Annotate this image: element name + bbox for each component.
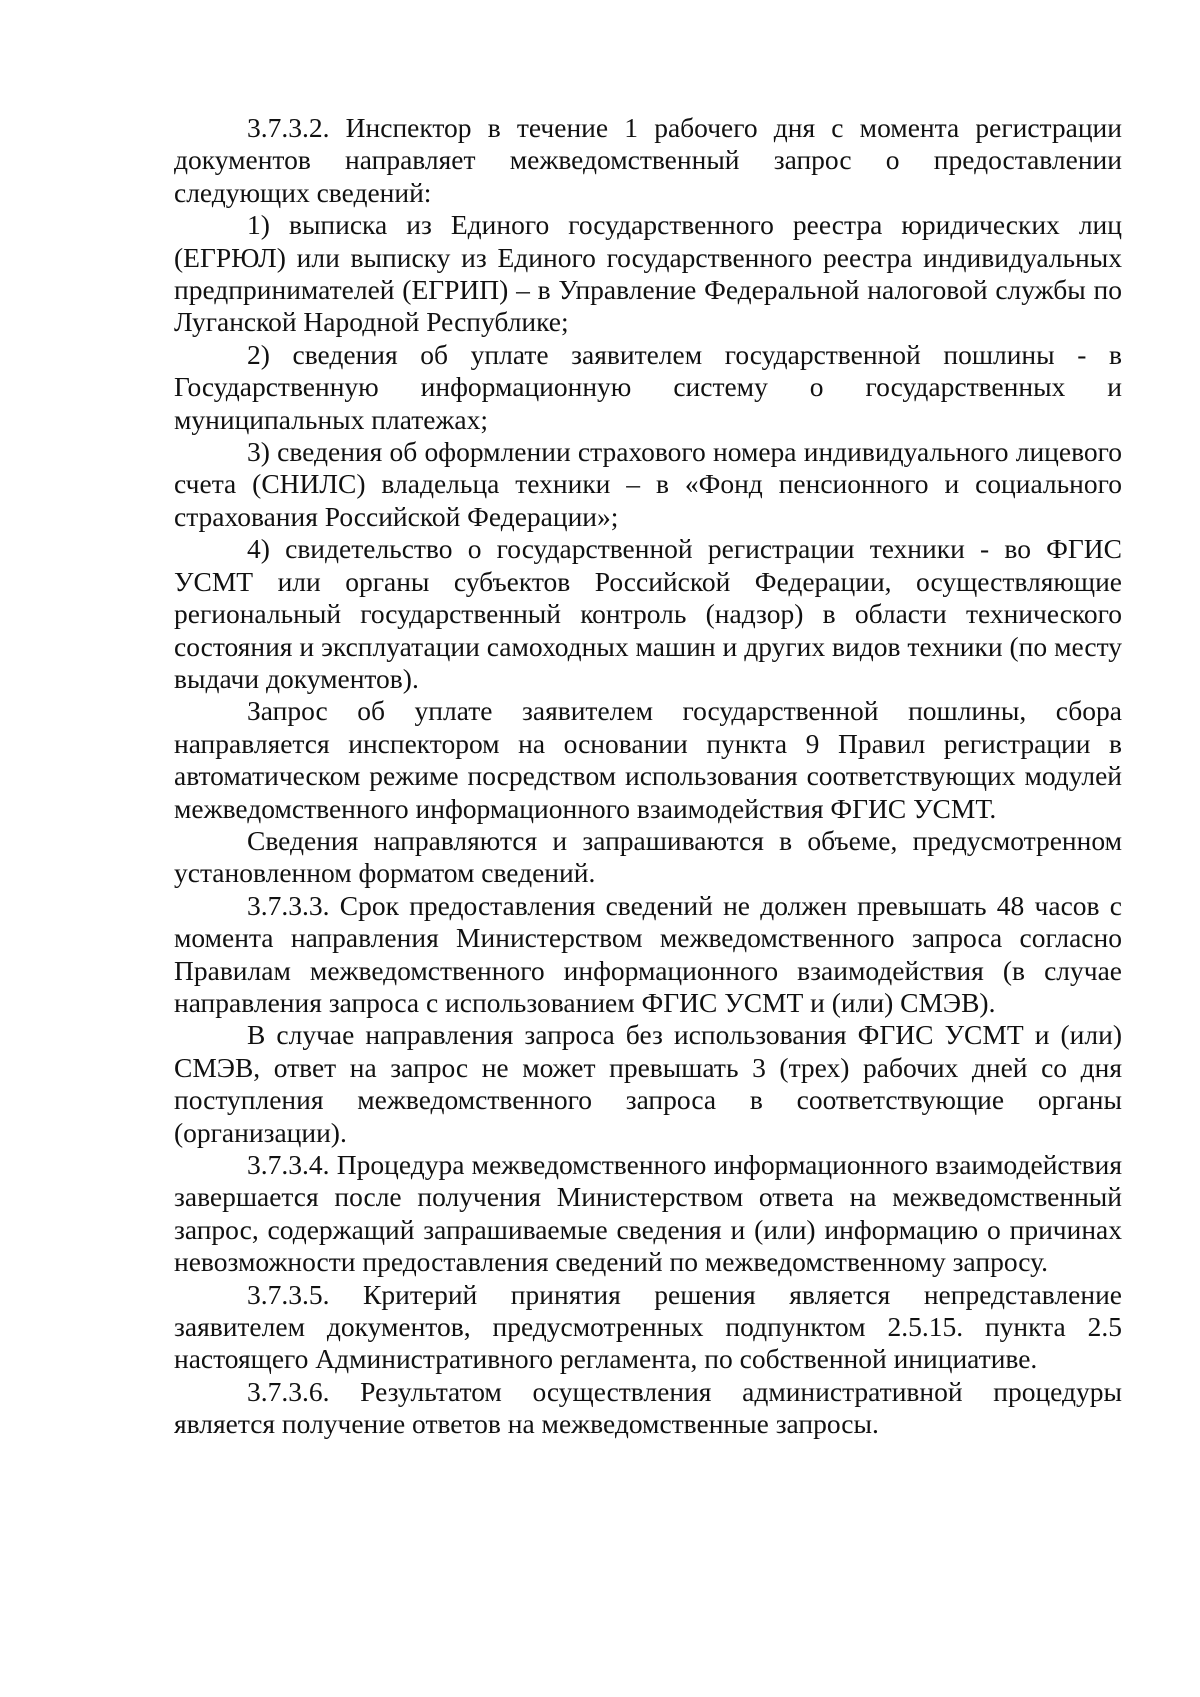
paragraph-3-7-3-5: 3.7.3.5. Критерий принятия решения является непредставление заявителем документов, предусмотренных подпунктом 2.5.15. пункта 2.5 настоящего Административного регламента, по собственной инициативе.	[174, 1278, 1122, 1375]
list-item-4-registration-certificate: 4) свидетельство о государственной регистрации техники - во ФГИС УСМТ или органы субъектов Российской Федерации, осуществляющие региональный государственный контроль (надзор) в области технического состояния и эксплуатации самоходных машин и других видов техники (по месту выдачи документов).	[174, 533, 1122, 694]
list-item-1-egrul: 1) выписка из Единого государственного реестра юридических лиц (ЕГРЮЛ) или выписку из Единого государственного реестра индивидуальных предпринимателей (ЕГРИП) – в Управление Федеральной налоговой службы по Луганской Народной Республике;	[174, 209, 1122, 338]
document-page	[174, 112, 1122, 1441]
paragraph-fee-request: Запрос об уплате заявителем государственной пошлины, сбора направляется инспектором на основании пункта 9 Правил регистрации в автоматическом режиме посредством использования соответствующих модулей межведомственного информационного взаимодействия ФГИС УСМТ.	[174, 695, 1122, 824]
paragraph-3-7-3-4: 3.7.3.4. Процедура межведомственного информационного взаимодействия завершается после получения Министерством ответа на межведомственный запрос, содержащий запрашиваемые сведения и (или) информацию о причинах невозможности предоставления сведений по межведомственному запросу.	[174, 1149, 1122, 1278]
paragraph-3-7-3-3: 3.7.3.3. Срок предоставления сведений не должен превышать 48 часов с момента направления Министерством межведомственного запроса согласно Правилам межведомственного информационного взаимодействия (в случае направления запроса с использованием ФГИС УСМТ и (или) СМЭВ).	[174, 889, 1122, 1018]
paragraph-request-without-fgis: В случае направления запроса без использования ФГИС УСМТ и (или) СМЭВ, ответ на запрос не может превышать 3 (трех) рабочих дней со дня поступления межведомственного запроса в соответствующие органы (организации).	[174, 1019, 1122, 1148]
list-item-2-state-fee: 2) сведения об уплате заявителем государственной пошлины - в Государственную информационную систему о государственных и муниципальных платежах;	[174, 338, 1122, 435]
list-item-3-snils: 3) сведения об оформлении страхового номера индивидуального лицевого счета (СНИЛС) владельца техники – в «Фонд пенсионного и социального страхования Российской Федерации»;	[174, 436, 1122, 532]
paragraph-3-7-3-6: 3.7.3.6. Результатом осуществления административной процедуры является получение ответов на межведомственные запросы.	[174, 1375, 1122, 1440]
paragraph-information-volume: Сведения направляются и запрашиваются в объеме, предусмотренном установленном форматом сведений.	[174, 824, 1122, 889]
paragraph-3-7-3-2: 3.7.3.2. Инспектор в течение 1 рабочего дня с момента регистрации документов направляет межведомственный запрос о предоставлении следующих сведений:	[174, 112, 1122, 208]
